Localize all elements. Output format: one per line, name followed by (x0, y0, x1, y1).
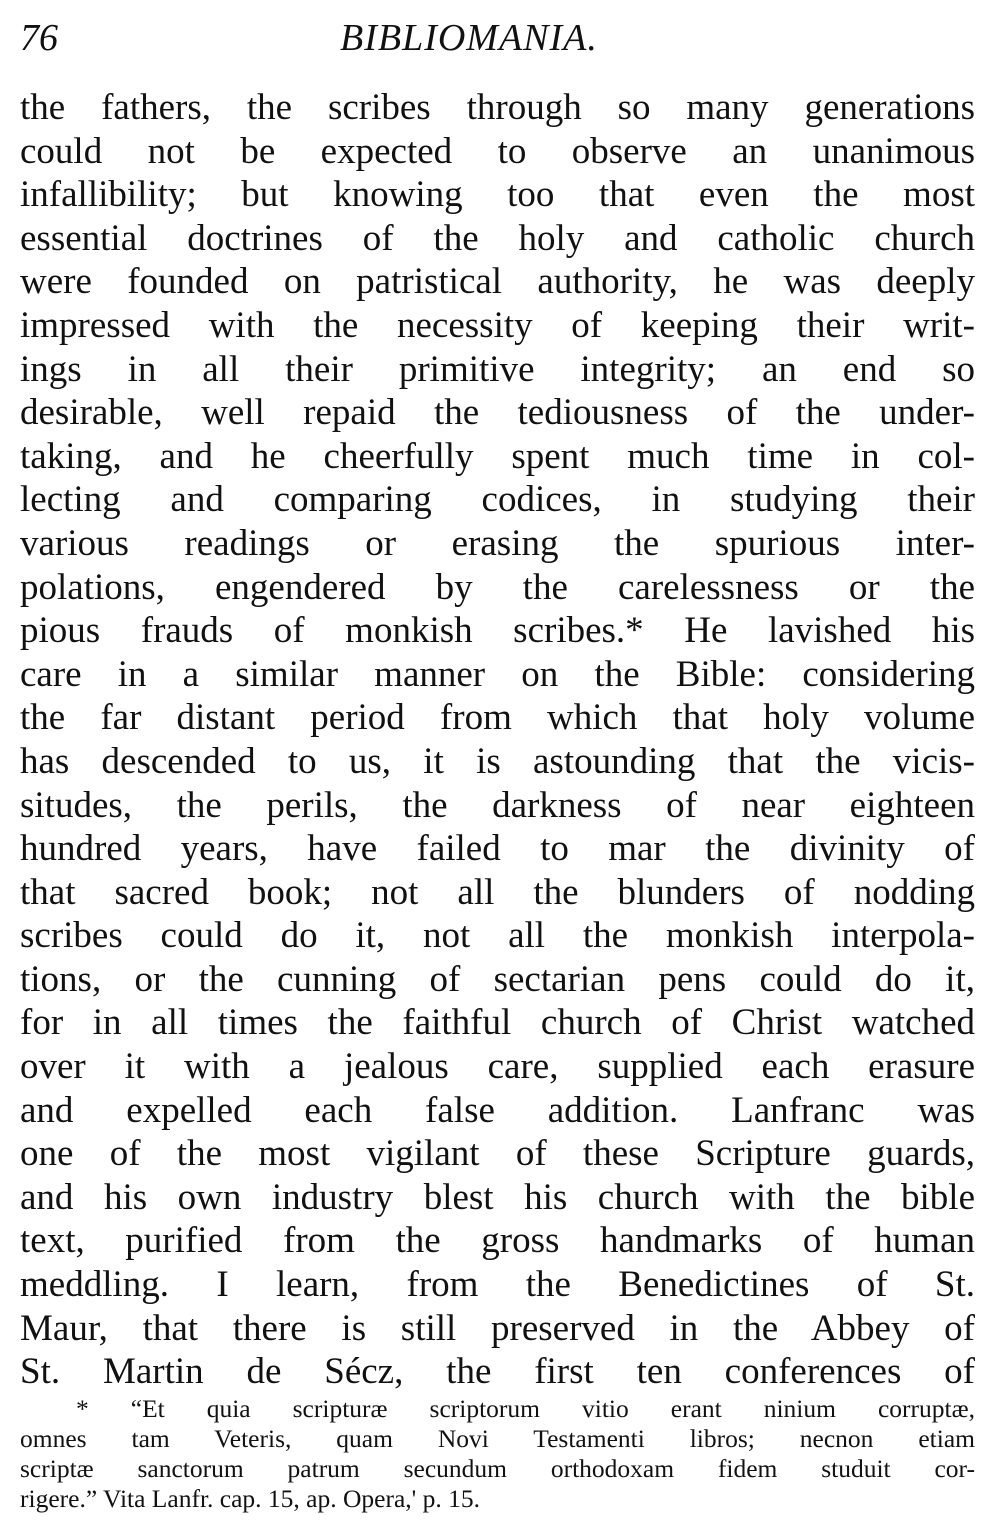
footnote-line: * “Et quia scripturæ scriptorum vitio erant ninium corruptæ, (76, 1394, 975, 1423)
page-header (20, 10, 975, 60)
text-line: that sacred book; not all the blunders of nodding (20, 871, 975, 913)
text-line: one of the most vigilant of these Scripture guards, (20, 1133, 975, 1175)
text-line: meddling. I learn, from the Benedictines of St. (20, 1264, 975, 1306)
text-line: could not be expected to observe an unanimous (20, 130, 975, 172)
footnote (20, 1394, 975, 1514)
body-text (20, 86, 975, 1394)
text-line: lecting and comparing codices, in studying their (20, 479, 975, 521)
footnote-line: scriptæ sanctorum patrum secundum orthodoxam fidem studuit cor- (20, 1454, 975, 1483)
text-line: the far distant period from which that holy volume (20, 697, 975, 739)
text-line: pious frauds of monkish scribes.* He lavished his (20, 610, 975, 652)
page-number: 76 (20, 17, 58, 59)
text-line: and his own industry blest his church with the bible (20, 1176, 975, 1218)
text-line: the fathers, the scribes through so many generations (20, 87, 975, 128)
text-line: situdes, the perils, the darkness of near eighteen (20, 784, 975, 826)
text-line: essential doctrines of the holy and catholic church (20, 217, 975, 259)
text-line: and expelled each false addition. Lanfranc was (20, 1089, 975, 1131)
text-line: text, purified from the gross handmarks of human (20, 1220, 975, 1262)
text-line: ings in all their primitive integrity; an end so (20, 348, 975, 390)
text-line: taking, and he cheerfully spent much time in col- (20, 435, 975, 477)
text-line: Maur, that there is still preserved in the Abbey of (20, 1307, 975, 1349)
text-line: tions, or the cunning of sectarian pens could do it, (20, 958, 975, 1000)
text-line: were founded on patristical authority, he was deeply (20, 261, 975, 303)
text-line: various readings or erasing the spurious inter- (20, 522, 975, 564)
text-line: for in all times the faithful church of Christ watched (20, 1002, 975, 1044)
text-line: impressed with the necessity of keeping their writ- (20, 304, 975, 346)
text-line: desirable, well repaid the tediousness of the under- (20, 392, 975, 434)
text-line: hundred years, have failed to mar the divinity of (20, 828, 975, 870)
text-line: infallibility; but knowing too that even the most (20, 174, 975, 216)
text-line: care in a similar manner on the Bible: considering (20, 653, 975, 695)
footnote-line: rigere.” Vita Lanfr. cap. 15, ap. Opera,' p. 15. (20, 1484, 480, 1513)
text-line: has descended to us, it is astounding that the vicis- (20, 740, 975, 782)
running-title: BIBLIOMANIA. (340, 17, 598, 59)
text-line: polations, engendered by the carelessness or the (20, 566, 975, 608)
text-line: St. Martin de Sécz, the first ten conferences of (20, 1351, 975, 1393)
text-line: over it with a jealous care, supplied each erasure (20, 1046, 975, 1088)
footnote-line: omnes tam Veteris, quam Novi Testamenti libros; necnon etiam (20, 1424, 975, 1453)
text-line: scribes could do it, not all the monkish interpola- (20, 915, 975, 957)
